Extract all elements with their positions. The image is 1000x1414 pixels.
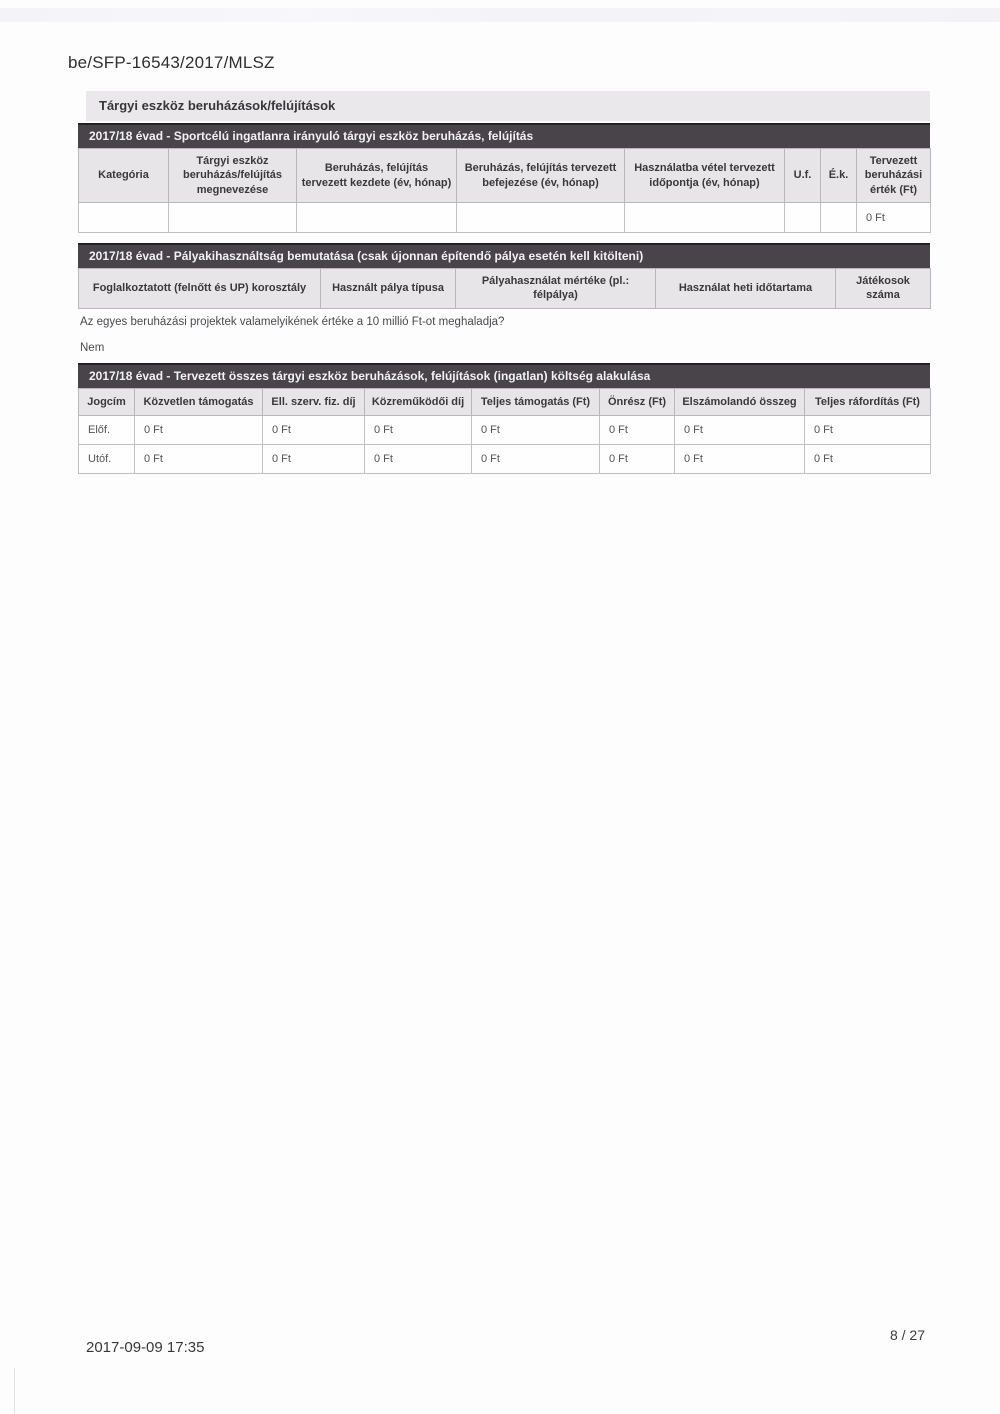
column-header: Használat heti időtartama: [656, 269, 836, 309]
table-cell: 0 Ft: [857, 203, 931, 233]
column-header: Tárgyi eszköz beruházás/felújítás megnevezése: [169, 149, 297, 203]
table-row: [79, 416, 931, 445]
header-row: [79, 389, 931, 416]
table-row: [79, 445, 931, 474]
column-header: Közreműködői díj: [365, 389, 472, 416]
costs-table: [78, 388, 931, 474]
table-cell: 0 Ft: [472, 445, 600, 474]
column-header: Használt pálya típusa: [321, 269, 456, 309]
scan-streak-artifact: [0, 8, 1000, 22]
table-cell: [79, 203, 169, 233]
table-cell: 0 Ft: [365, 445, 472, 474]
table-cell: 0 Ft: [600, 416, 675, 445]
table-cell: 0 Ft: [675, 445, 805, 474]
column-header: Beruházás, felújítás tervezett kezdete (év, hónap): [297, 149, 457, 203]
header-row: [79, 149, 931, 203]
table-cell: 0 Ft: [135, 445, 263, 474]
column-header: Kategória: [79, 149, 169, 203]
column-header: Jogcím: [79, 389, 135, 416]
table-cell: 0 Ft: [472, 416, 600, 445]
column-header: Teljes ráfordítás (Ft): [805, 389, 931, 416]
footer-timestamp: 2017-09-09 17:35: [86, 1339, 205, 1356]
investment-threshold-answer: Nem: [80, 342, 105, 354]
column-header: Ell. szerv. fiz. díj: [263, 389, 365, 416]
column-header: É.k.: [821, 149, 857, 203]
table-cell: [821, 203, 857, 233]
utilization-table-title-bar: 2017/18 évad - Pályakihasználtság bemutatása (csak újonnan építendő pálya esetén kell kitölteni): [78, 243, 930, 268]
column-header: Beruházás, felújítás tervezett befejezése (év, hónap): [457, 149, 625, 203]
table-row: [79, 203, 931, 233]
column-header: Önrész (Ft): [600, 389, 675, 416]
table-cell: [785, 203, 821, 233]
table-cell: Előf.: [79, 416, 135, 445]
table-cell: [169, 203, 297, 233]
table-cell: 0 Ft: [805, 416, 931, 445]
footer-page-indicator: 8 / 27: [889, 1327, 925, 1343]
costs-table-title-bar: 2017/18 évad - Tervezett összes tárgyi eszköz beruházások, felújítások (ingatlan) költség alakulása: [78, 363, 930, 388]
table-cell: [457, 203, 625, 233]
scan-line-artifact: [14, 1368, 15, 1414]
investments-table-block: [78, 123, 930, 233]
column-header: Közvetlen támogatás: [135, 389, 263, 416]
column-header: U.f.: [785, 149, 821, 203]
table-cell: 0 Ft: [600, 445, 675, 474]
table-cell: 0 Ft: [263, 445, 365, 474]
header-row: [79, 269, 931, 309]
document-id: be/SFP-16543/2017/MLSZ: [68, 53, 275, 72]
table-cell: Utóf.: [79, 445, 135, 474]
column-header: Teljes támogatás (Ft): [472, 389, 600, 416]
column-header: Játékosok száma: [836, 269, 931, 309]
utilization-table-block: [78, 243, 930, 309]
table-cell: 0 Ft: [805, 445, 931, 474]
section-title-bar: Tárgyi eszköz beruházások/felújítások: [86, 91, 930, 121]
table-cell: [625, 203, 785, 233]
table-cell: 0 Ft: [135, 416, 263, 445]
costs-table-block: [78, 363, 930, 474]
utilization-table: [78, 268, 931, 309]
investments-table-title-bar: 2017/18 évad - Sportcélú ingatlanra irányuló tárgyi eszköz beruházás, felújítás: [78, 123, 930, 148]
investment-threshold-question: Az egyes beruházási projektek valamelyikének értéke a 10 millió Ft-ot meghaladja?: [80, 316, 505, 328]
investments-table: [78, 148, 931, 233]
table-cell: [297, 203, 457, 233]
column-header: Elszámolandó összeg: [675, 389, 805, 416]
table-cell: 0 Ft: [263, 416, 365, 445]
column-header: Foglalkoztatott (felnőtt és UP) korosztály: [79, 269, 321, 309]
column-header: Használatba vétel tervezett időpontja (év, hónap): [625, 149, 785, 203]
column-header: Tervezett beruházási érték (Ft): [857, 149, 931, 203]
table-cell: 0 Ft: [675, 416, 805, 445]
table-cell: 0 Ft: [365, 416, 472, 445]
column-header: Pályahasználat mértéke (pl.: félpálya): [456, 269, 656, 309]
